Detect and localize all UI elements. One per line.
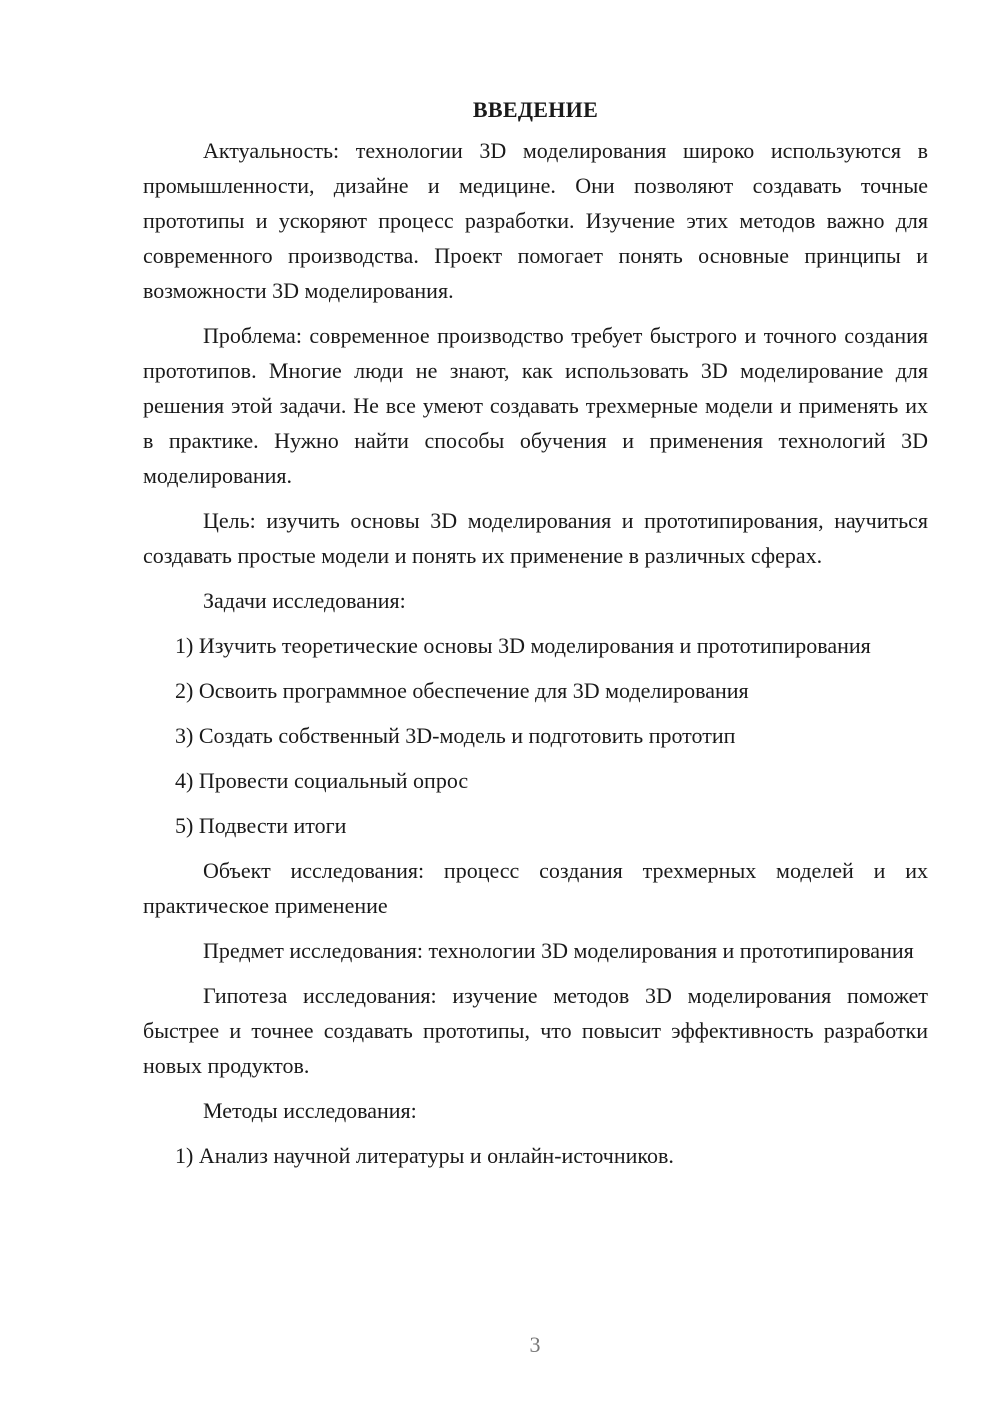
subject-paragraph: Предмет исследования: технологии 3D моделирования и прототипирования [203, 938, 914, 963]
task-item-1: 1) Изучить теоретические основы 3D моделирования и прототипирования [175, 633, 871, 658]
task-item-2: 2) Освоить программное обеспечение для 3D моделирования [175, 678, 749, 703]
task-item-5: 5) Подвести итоги [175, 813, 347, 838]
goal-paragraph: Цель: изучить основы 3D моделирования и прототипирования, научиться создавать простые модели и понять их применение в различных сферах. [143, 508, 928, 568]
document-page [143, 92, 928, 1183]
page-number: 3 [529, 1332, 541, 1357]
page-title: ВВЕДЕНИЕ [472, 97, 599, 122]
tasks-heading: Задачи исследования: [203, 588, 406, 613]
hypothesis-paragraph: Гипотеза исследования: изучение методов 3D моделирования поможет быстрее и точнее создавать прототипы, что повысит эффективность разработки новых продуктов. [143, 983, 928, 1078]
object-paragraph: Объект исследования: процесс создания трехмерных моделей и их практическое применение [143, 858, 928, 918]
relevance-paragraph: Актуальность: технологии 3D моделирования широко используются в промышленности, дизайне и медицине. Они позволяют создавать точные прототипы и ускоряют процесс разработки. Изучение этих методов важно для современного производства. Проект помогает понять основные принципы и возможности 3D моделирования. [143, 138, 928, 303]
method-item-1: 1) Анализ научной литературы и онлайн-источников. [175, 1143, 674, 1168]
methods-heading: Методы исследования: [203, 1098, 417, 1123]
problem-paragraph: Проблема: современное производство требует быстрого и точного создания прототипов. Многие люди не знают, как использовать 3D моделирование для решения этой задачи. Не все умеют создавать трехмерные модели и применять их в практике. Нужно найти способы обучения и применения технологий 3D моделирования. [143, 323, 928, 488]
task-item-3: 3) Создать собственный 3D-модель и подготовить прототип [175, 723, 736, 748]
task-item-4: 4) Провести социальный опрос [175, 768, 469, 793]
